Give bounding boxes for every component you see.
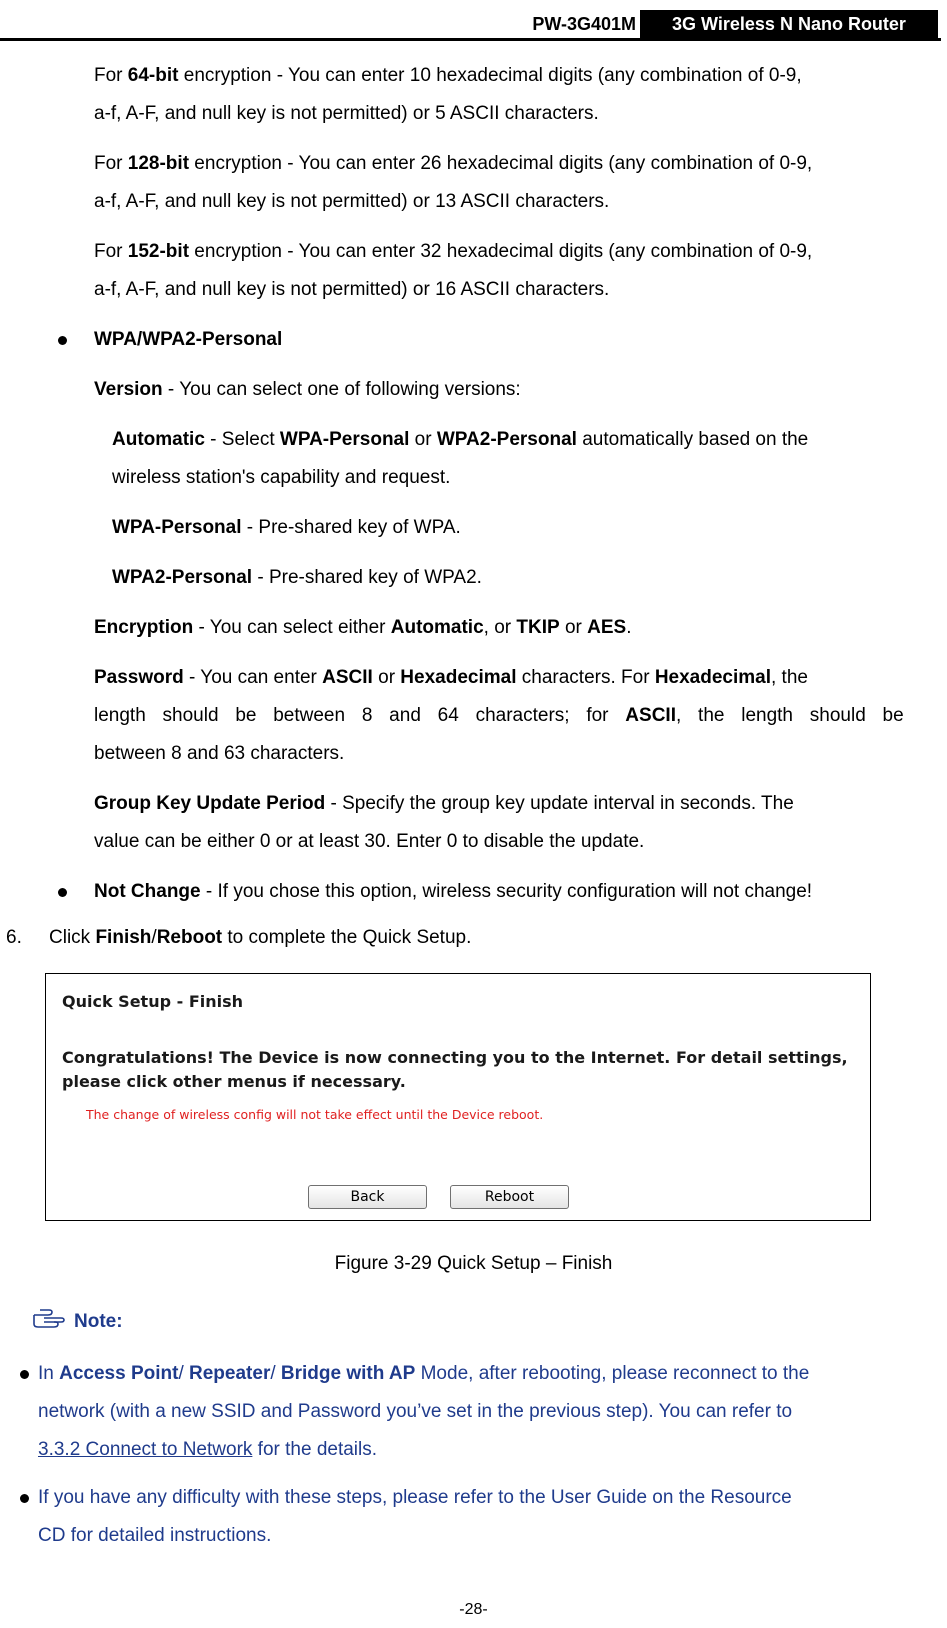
- term-group-key-update-period: Group Key Update Period: [94, 793, 326, 814]
- group-key-line1: [94, 792, 794, 816]
- text: For: [94, 153, 128, 174]
- encryption-line: [94, 616, 631, 640]
- text: characters. For: [516, 667, 655, 688]
- wep-64bit-line2: a-f, A-F, and null key is not permitted) or 5 ASCII characters.: [94, 103, 599, 124]
- step-number: 6.: [6, 927, 22, 948]
- bullet-icon: [58, 888, 67, 897]
- text: /: [270, 1363, 281, 1384]
- step6-line: [49, 926, 471, 950]
- bullet-icon: [20, 1494, 29, 1503]
- wpa-heading: [94, 328, 282, 352]
- note-bullet2-line2: CD for detailed instructions.: [38, 1525, 272, 1546]
- figure-caption: Figure 3-29 Quick Setup – Finish: [334, 1253, 613, 1274]
- text: - Specify the group key update interval in seconds. The: [325, 793, 794, 814]
- text: Click: [49, 927, 96, 948]
- term-aes: AES: [587, 617, 627, 638]
- password-line1: [94, 666, 808, 690]
- wpa2-personal-line: [112, 566, 482, 590]
- text: , the: [771, 667, 808, 688]
- term-automatic: Automatic: [112, 429, 205, 450]
- text: or: [372, 667, 401, 688]
- text: - You can select either: [193, 617, 391, 638]
- pointing-hand-icon: [32, 1307, 66, 1329]
- term-128bit: 128-bit: [127, 153, 190, 174]
- term-wpa2-personal: WPA2-Personal: [436, 429, 577, 450]
- term-wpa-personal: WPA-Personal: [279, 429, 410, 450]
- term-152bit: 152-bit: [127, 241, 190, 262]
- wep-152bit-line2: a-f, A-F, and null key is not permitted) or 16 ASCII characters.: [94, 279, 610, 300]
- text: to complete the Quick Setup.: [222, 927, 472, 948]
- automatic-line1: [112, 428, 808, 452]
- text: , the length should be: [675, 705, 904, 726]
- text: or: [409, 429, 437, 450]
- text: .: [626, 617, 632, 638]
- text: - You can enter: [183, 667, 323, 688]
- figure-congratulations-line2: please click other menus if necessary.: [62, 1072, 406, 1091]
- wep-64bit-line1: [94, 64, 802, 88]
- figure-reboot-warning: The change of wireless config will not take effect until the Device reboot.: [86, 1107, 544, 1122]
- document-model: PW-3G401M: [532, 14, 636, 34]
- term-access-point: Access Point: [59, 1363, 179, 1384]
- term-tkip: TKIP: [516, 617, 560, 638]
- text: For: [94, 65, 128, 86]
- text: /: [151, 927, 157, 948]
- term-encryption: Encryption: [94, 617, 194, 638]
- bullet-icon: [58, 336, 67, 345]
- figure-page-title: Quick Setup - Finish: [62, 992, 244, 1011]
- text: For: [94, 241, 128, 262]
- note-bullet2-line1: If you have any difficulty with these steps, please refer to the User Guide on the Resource: [38, 1487, 792, 1508]
- text: encryption - You can enter 26 hexadecimal digits (any combination of 0-9,: [189, 153, 813, 174]
- term-reboot: Reboot: [156, 927, 223, 948]
- reboot-button[interactable]: Reboot: [450, 1185, 569, 1209]
- text: - Pre-shared key of WPA2.: [252, 567, 482, 588]
- text: Mode, after rebooting, please reconnect to the: [415, 1363, 810, 1384]
- text: - If you chose this option, wireless security configuration will not change!: [200, 881, 813, 902]
- back-button[interactable]: Back: [308, 1185, 427, 1209]
- note-bullet1-line3: [38, 1438, 377, 1462]
- term-repeater: Repeater: [189, 1363, 271, 1384]
- connect-to-network-link[interactable]: 3.3.2 Connect to Network: [38, 1439, 253, 1460]
- text: automatically based on the: [576, 429, 809, 450]
- term-ascii: ASCII: [625, 705, 676, 726]
- text: encryption - You can enter 10 hexadecimal digits (any combination of 0-9,: [178, 65, 802, 86]
- term-64bit: 64-bit: [127, 65, 179, 86]
- wep-128bit-line2: a-f, A-F, and null key is not permitted) or 13 ASCII characters.: [94, 191, 610, 212]
- wpa-personal-line: [112, 516, 461, 540]
- figure-congratulations-line1: Congratulations! The Device is now connecting you to the Internet. For detail settings,: [62, 1048, 848, 1067]
- term-password: Password: [94, 667, 184, 688]
- term-hexadecimal: Hexadecimal: [400, 667, 517, 688]
- text: /: [178, 1363, 190, 1384]
- page-number: -28-: [459, 1601, 488, 1618]
- product-name-banner: 3G Wireless N Nano Router: [640, 10, 938, 38]
- version-line: [94, 378, 521, 402]
- text: length should be between 8 and 64 characters; for: [94, 705, 626, 726]
- text: - Pre-shared key of WPA.: [241, 517, 461, 538]
- term-not-change: Not Change: [94, 881, 201, 902]
- term-wpa2-personal: WPA2-Personal: [112, 567, 253, 588]
- automatic-line2: wireless station's capability and request.: [112, 467, 451, 488]
- password-line2: [94, 704, 904, 728]
- wep-152bit-line1: [94, 240, 812, 264]
- term-bridge-with-ap: Bridge with AP: [280, 1363, 416, 1384]
- text: encryption - You can enter 32 hexadecimal digits (any combination of 0-9,: [189, 241, 813, 262]
- note-bullet1-line1: [38, 1362, 809, 1386]
- term-ascii: ASCII: [322, 667, 373, 688]
- term-version: Version: [94, 379, 163, 400]
- text: or: [559, 617, 588, 638]
- header-rule: [0, 38, 941, 41]
- bullet-icon: [20, 1370, 29, 1379]
- term-finish: Finish: [95, 927, 152, 948]
- heading-text: WPA/WPA2-Personal: [94, 329, 283, 350]
- term-wpa-personal: WPA-Personal: [112, 517, 242, 538]
- quick-setup-finish-screenshot: [45, 973, 871, 1221]
- term-automatic: Automatic: [390, 617, 484, 638]
- text: for the details.: [252, 1439, 378, 1460]
- note-label: Note:: [74, 1311, 123, 1332]
- password-line3: between 8 and 63 characters.: [94, 743, 345, 764]
- wep-128bit-line1: [94, 152, 812, 176]
- term-hexadecimal: Hexadecimal: [654, 667, 771, 688]
- not-change-line: [94, 880, 812, 904]
- text: In: [38, 1363, 60, 1384]
- note-bullet1-line2: network (with a new SSID and Password you’ve set in the previous step). You can refer to: [38, 1401, 793, 1422]
- group-key-line2: value can be either 0 or at least 30. Enter 0 to disable the update.: [94, 831, 645, 852]
- text: - You can select one of following versions:: [162, 379, 521, 400]
- text: - Select: [204, 429, 280, 450]
- text: , or: [483, 617, 517, 638]
